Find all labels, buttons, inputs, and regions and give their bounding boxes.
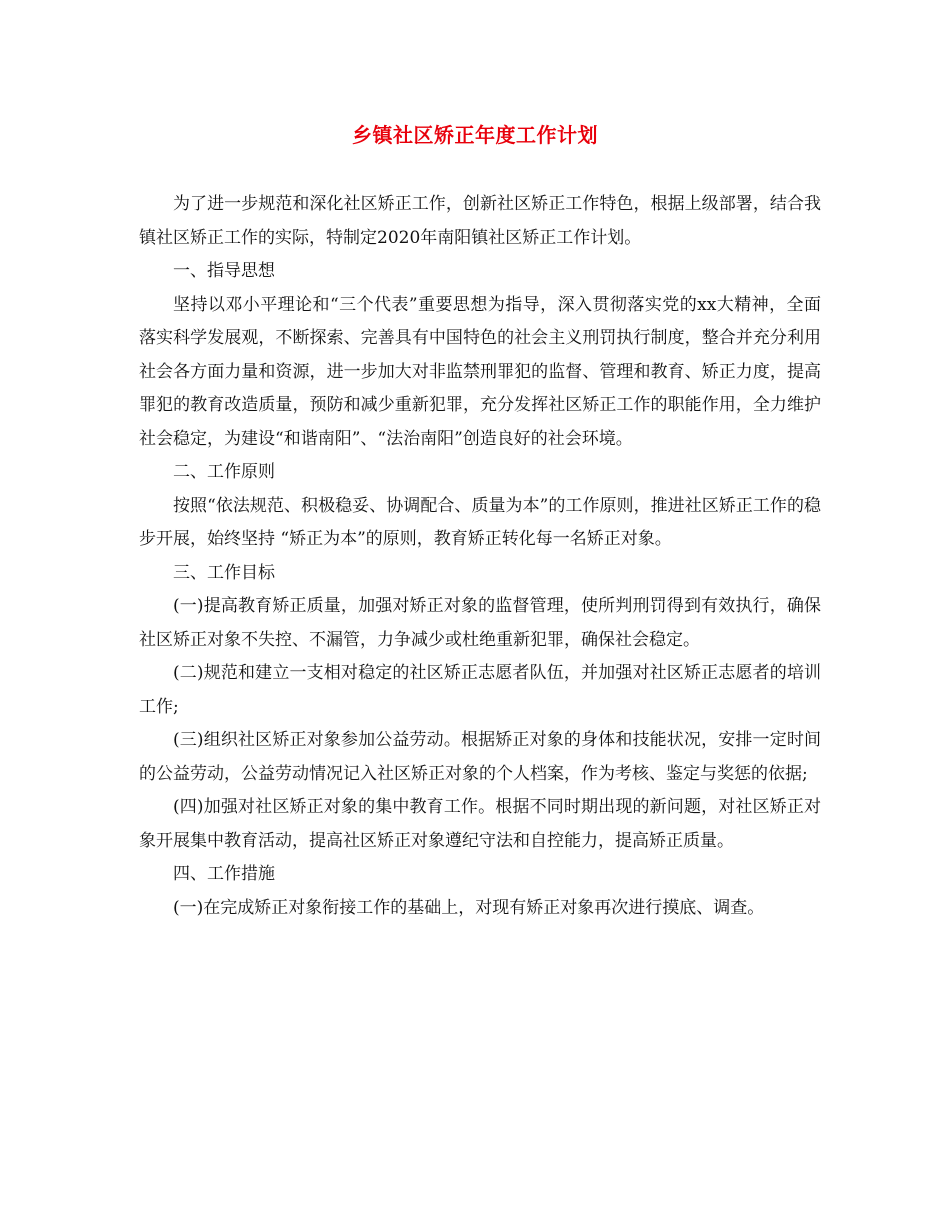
section-heading-work-measures: 四、工作措施 [173,864,275,884]
section-heading-guiding-ideology: 一、指导思想 [173,261,275,281]
section-heading-work-principles: 二、工作原则 [173,462,275,482]
intro-paragraph: 为了进一步规范和深化社区矫正工作，创新社区矫正工作特色，根据上级部署，结合我镇社区矫正工作的实际，特制定2020年南阳镇社区矫正工作计划。 [139,194,821,248]
section-heading-work-goals: 三、工作目标 [173,562,275,583]
section-paragraph-guiding-ideology: 坚持以邓小平理论和“三个代表”重要思想为指导，深入贯彻落实党的xx大精神，全面落实科学发展观，不断探索、完善具有中国特色的社会主义刑罚执行制度，整合并充分利用社会各方面力量和资源，进一步加大对非监禁刑罪犯的监督、管理和教育、矫正力度，提高罪犯的教育改造质量，预防和减少重新犯罪，充分发挥社区矫正工作的职能作用，全力维护社会稳定，为建设“和谐南阳”、“法治南阳”创造良好的社会环境。 [139,294,821,449]
goal-item: (三)组织社区矫正对象参加公益劳动。根据矫正对象的身体和技能状况，安排一定时间的公益劳动，公益劳动情况记入社区矫正对象的个人档案，作为考核、鉴定与奖惩的依据; [139,730,821,784]
goal-item: (二)规范和建立一支相对稳定的社区矫正志愿者队伍，并加强对社区矫正志愿者的培训工作; [139,663,821,717]
goal-item: (一)提高教育矫正质量，加强对矫正对象的监督管理，使所判刑罚得到有效执行，确保社区矫正对象不失控、不漏管，力争减少或杜绝重新犯罪，确保社会稳定。 [139,596,821,650]
measure-item: (一)在完成矫正对象衔接工作的基础上，对现有矫正对象再次进行摸底、调查。 [173,897,765,918]
document-body [139,188,821,925]
goal-item: (四)加强对社区矫正对象的集中教育工作。根据不同时期出现的新问题，对社区矫正对象开展集中教育活动，提高社区矫正对象遵纪守法和自控能力，提高矫正质量。 [139,797,821,851]
section-paragraph-work-principles: 按照“依法规范、积极稳妥、协调配合、质量为本”的工作原则，推进社区矫正工作的稳步开展，始终坚持 “矫正为本”的原则，教育矫正转化每一名矫正对象。 [139,495,821,549]
document-title: 乡镇社区矫正年度工作计划 [352,123,598,147]
